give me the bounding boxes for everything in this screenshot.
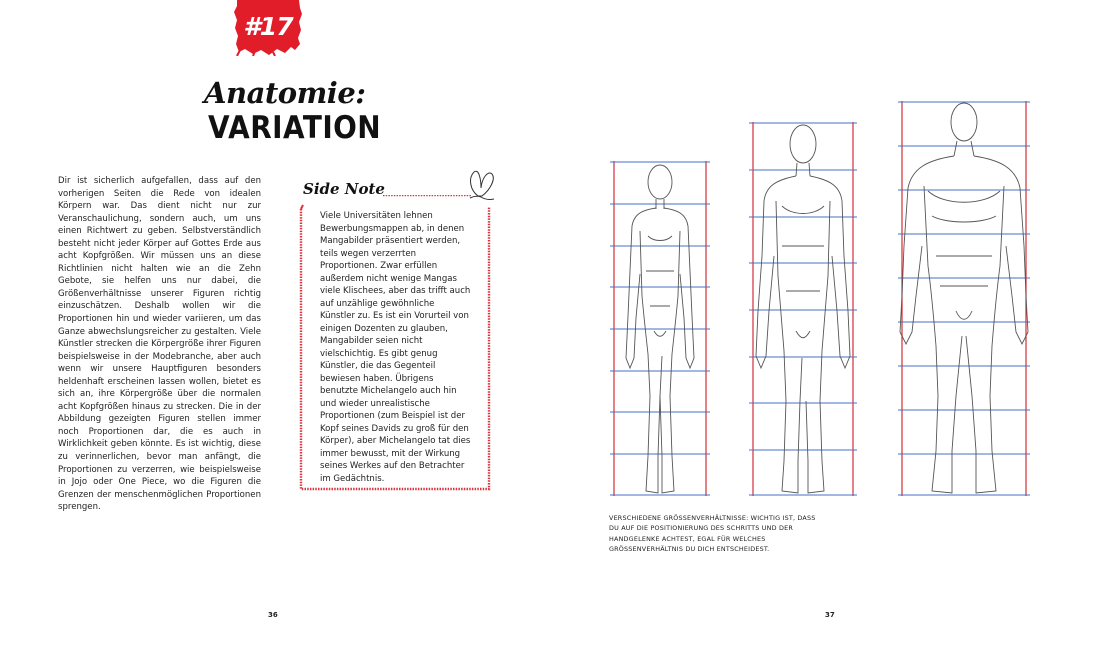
proportion-figures-illustration — [606, 96, 1046, 506]
chapter-number: #17 — [243, 12, 293, 41]
side-note-title: Side Note — [303, 180, 385, 198]
body-text: Dir ist sicherlich aufgefallen, dass auf den vorherigen Seiten die Rede von idealen Körpern war. Das dient nicht nur zur Veranschaulichung, sondern auch, um uns einen Richtwert zu geben. Selbstverständlich besteht nicht jeder Körper auf Gottes Erde aus acht Kopfgrößen. Wir müssen uns an diese Richtlinien nicht halten wie an die Zehn Gebote, sie helfen uns nur dabei, die Größenverhältnisse unserer Figuren richtig einzuschätzen. Deshalb wollen wir die Proportionen hin und wieder variieren, um das Ganze abwechslungsreicher zu gestalten. Viele Künstler strecken die Körpergröße ihrer Figuren beispielsweise in der Modebranche, aber auch wenn wir unsere Hauptfiguren besonders heldenhaft erscheinen lassen wollen, bietet es sich an, ihre Körpergröße über die normalen acht Kopfgrößen hinaus zu strecken. Die in der Abbildung gezeigten Figuren stellen immer noch Proportionen dar, die es auch in Wirklichkeit geben könnte. Es ist wichtig, diese zu verinnerlichen, bevor man anfängt, die Proportionen zu verzerren, wie beispielsweise in Jojo oder One Piece, wo die Figuren die Grenzen der menschenmöglichen Proportionen sprengen. — [58, 176, 261, 513]
figure-3 — [898, 101, 1030, 496]
chapter-badge — [233, 0, 303, 56]
page-number-right: 37 — [825, 611, 835, 619]
title-script-line: Anatomie: — [204, 76, 366, 110]
figure-1 — [610, 161, 710, 496]
page-number-left: 36 — [268, 611, 278, 619]
butterfly-icon — [464, 166, 498, 206]
side-note-text: Viele Universitäten lehnen Bewerbungsmappen ab, in denen Mangabilder präsentiert werden, teils wegen verzerrten Proportionen. Zwar erfüllen außerdem nicht wenige Mangas viele Klischees, aber das trifft auch auf unzählige gewöhnliche Künstler zu. Es ist ein Vorurteil von einigen Dozenten zu glauben, Mangabilder seien nicht vielschichtig. Es gibt genug Künstler, die das Gegenteil bewiesen haben. Übrigens benutzte Michelangelo auch hin und wieder unrealistische Proportionen (zum Beispiel ist der Kopf seines Davids zu groß für den Körper), aber Michelangelo tat dies immer bewusst, mit der Wirkung seines Werkes auf den Betrachter im Gedächtnis. — [320, 211, 471, 484]
figure-2 — [749, 122, 857, 496]
figure-caption: VERSCHIEDENE GRÖSSENVERHÄLTNISSE: WICHTIG IST, DASS DU AUF DIE POSITIONIERUNG DES SCHRITTS UND DER HANDGELENKE ACHTEST, EGAL FÜR WELCHES GRÖSSENVERHÄLTNIS DU DICH ENTSCHEIDEST. — [609, 514, 816, 553]
title-main-line: VARIATION — [208, 110, 382, 146]
